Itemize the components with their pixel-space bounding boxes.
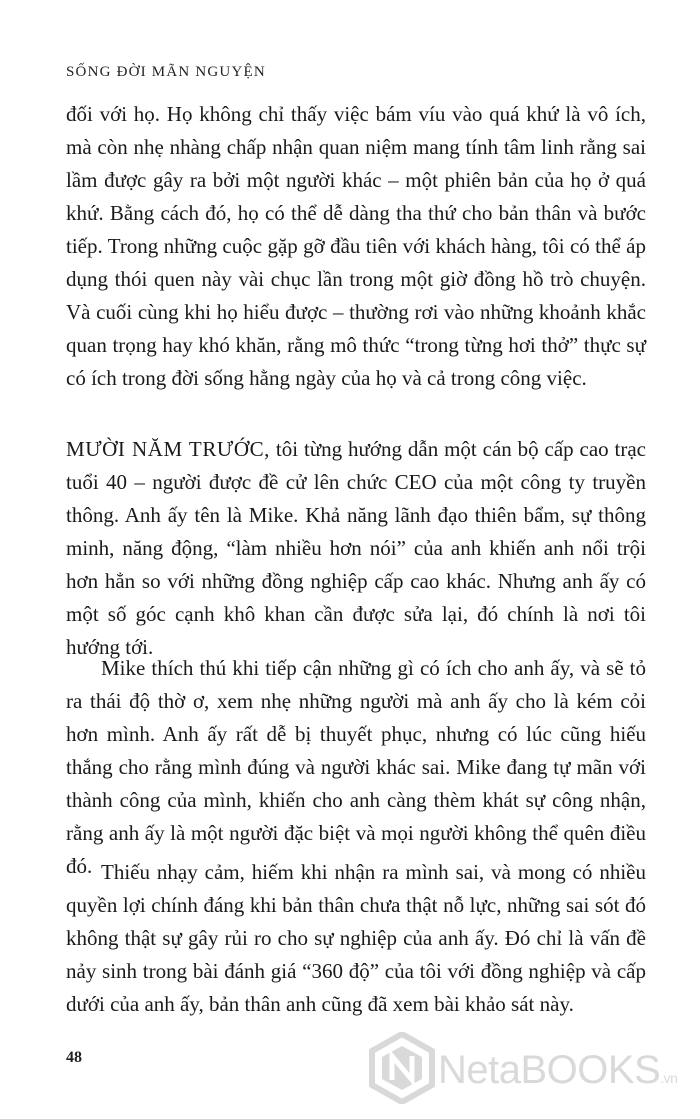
paragraph-body: tôi từng hướng dẫn một cán bộ cấp cao trạc tuổi 40 – người được đề cử lên chức CEO của một công ty truyền thông. Anh ấy tên là Mike. Khả năng lãnh đạo thiên bẩm, sự thông minh, năng động, “làm nhiều hơn nói” của anh khiến anh nổi trội hơn hẳn so với những đồng nghiệp cấp cao khác. Nhưng anh ấy có một số góc cạnh khô khan cần được sửa lại, đó chính là nơi tôi hướng tới. [66,437,646,659]
section-lead-in: MƯỜI NĂM TRƯỚC, [66,437,271,461]
watermark [368,1026,688,1110]
paragraph [66,652,646,883]
paragraph-continuation [66,98,646,395]
paragraph-text: Thiếu nhạy cảm, hiếm khi nhận ra mình sai, và mong có nhiều quyền lợi chính đáng khi bản thân chưa thật nỗ lực, những sai sót đó không thật sự gây rủi ro cho sự nghiệp của anh ấy. Đó chỉ là vấn đề nảy sinh trong bài đánh giá “360 độ” của tôi với đồng nghiệp và cấp dưới của anh ấy, bản thân anh cũng đã xem bài khảo sát này. [66,860,646,1016]
watermark-suffix: .vn [660,1070,678,1086]
paragraph-text [66,433,646,664]
paragraph-section-start [66,433,646,664]
paragraph-text: đối với họ. Họ không chỉ thấy việc bám víu vào quá khứ là vô ích, mà còn nhẹ nhàng chấp nhận quan niệm mang tính tâm linh rằng sai lầm được gây ra bởi một người khác – một phiên bản của họ ở quá khứ. Bằng cách đó, họ có thể dễ dàng tha thứ cho bản thân và bước tiếp. Trong những cuộc gặp gỡ đầu tiên với khách hàng, tôi có thể áp dụng thói quen này vài chục lần trong một giờ đồng hồ trò chuyện. Và cuối cùng khi họ hiểu được – thường rơi vào những khoảnh khắc quan trọng hay khó khăn, rằng mô thức “trong từng hơi thở” thực sự có ích trong đời sống hằng ngày của họ và cả trong công việc. [66,102,646,390]
netabooks-logo-icon [368,1032,436,1104]
paragraph [66,856,646,1021]
watermark-text [438,1048,677,1093]
paragraph-text: Mike thích thú khi tiếp cận những gì có ích cho anh ấy, và sẽ tỏ ra thái độ thờ ơ, xem nhẹ những người mà anh ấy cho là kém cỏi hơn mình. Anh ấy rất dễ bị thuyết phục, nhưng có lúc cũng hiếu thắng cho rằng mình đúng và người khác sai. Mike đang tự mãn với thành công của mình, khiến cho anh càng thèm khát sự công nhận, rằng anh ấy là một người đặc biệt và mọi người không thể quên điều đó. [66,656,646,878]
watermark-brand: NetaBOOKS [438,1048,661,1092]
page-number: 48 [66,1049,82,1066]
running-header: SỐNG ĐỜI MÃN NGUYỆN [66,64,266,80]
